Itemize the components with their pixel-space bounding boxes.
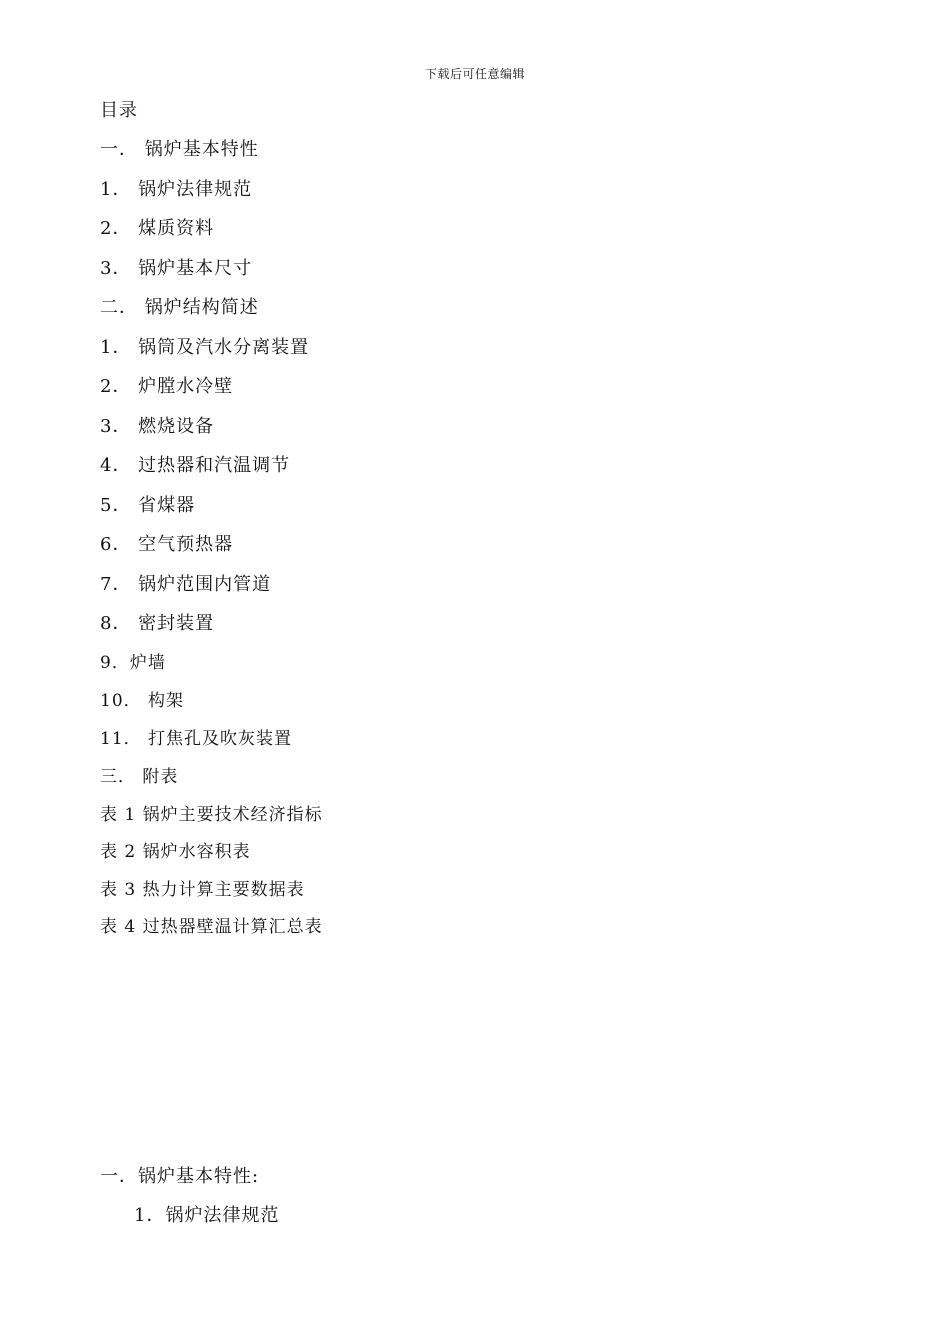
toc-item: 10． 构架 <box>100 691 185 711</box>
toc-item: 1． 锅筒及汽水分离装置 <box>100 337 310 358</box>
toc-item: 2． 煤质资料 <box>100 218 215 239</box>
toc-item: 一． 锅炉基本特性 <box>100 139 259 160</box>
toc-title: 目录 <box>100 100 138 121</box>
subsection-heading: 1．锅炉法律规范 <box>134 1205 280 1226</box>
toc-item: 5． 省煤器 <box>100 495 196 516</box>
toc-item: 7． 锅炉范围内管道 <box>100 574 272 595</box>
toc-item: 表 1 锅炉主要技术经济指标 <box>100 805 323 825</box>
toc-item: 表 4 过热器壁温计算汇总表 <box>100 917 323 937</box>
section-heading: 一．锅炉基本特性: <box>100 1166 260 1187</box>
toc-item: 表 3 热力计算主要数据表 <box>100 880 305 900</box>
toc-item: 4． 过热器和汽温调节 <box>100 455 291 476</box>
header-note: 下载后可任意编辑 <box>424 67 525 81</box>
toc-item: 8． 密封装置 <box>100 613 215 634</box>
toc-item: 6． 空气预热器 <box>100 534 234 555</box>
toc-item: 3． 燃烧设备 <box>100 416 215 437</box>
toc-item: 9．炉墙 <box>100 653 166 673</box>
toc-item: 11． 打焦孔及吹灰装置 <box>100 729 293 749</box>
toc-item: 3． 锅炉基本尺寸 <box>100 258 253 279</box>
toc-item: 1． 锅炉法律规范 <box>100 179 253 200</box>
toc-item: 二． 锅炉结构简述 <box>100 297 259 318</box>
toc-item: 三． 附表 <box>100 767 179 787</box>
toc-item: 表 2 锅炉水容积表 <box>100 842 251 862</box>
toc-item: 2． 炉膛水冷壁 <box>100 376 234 397</box>
